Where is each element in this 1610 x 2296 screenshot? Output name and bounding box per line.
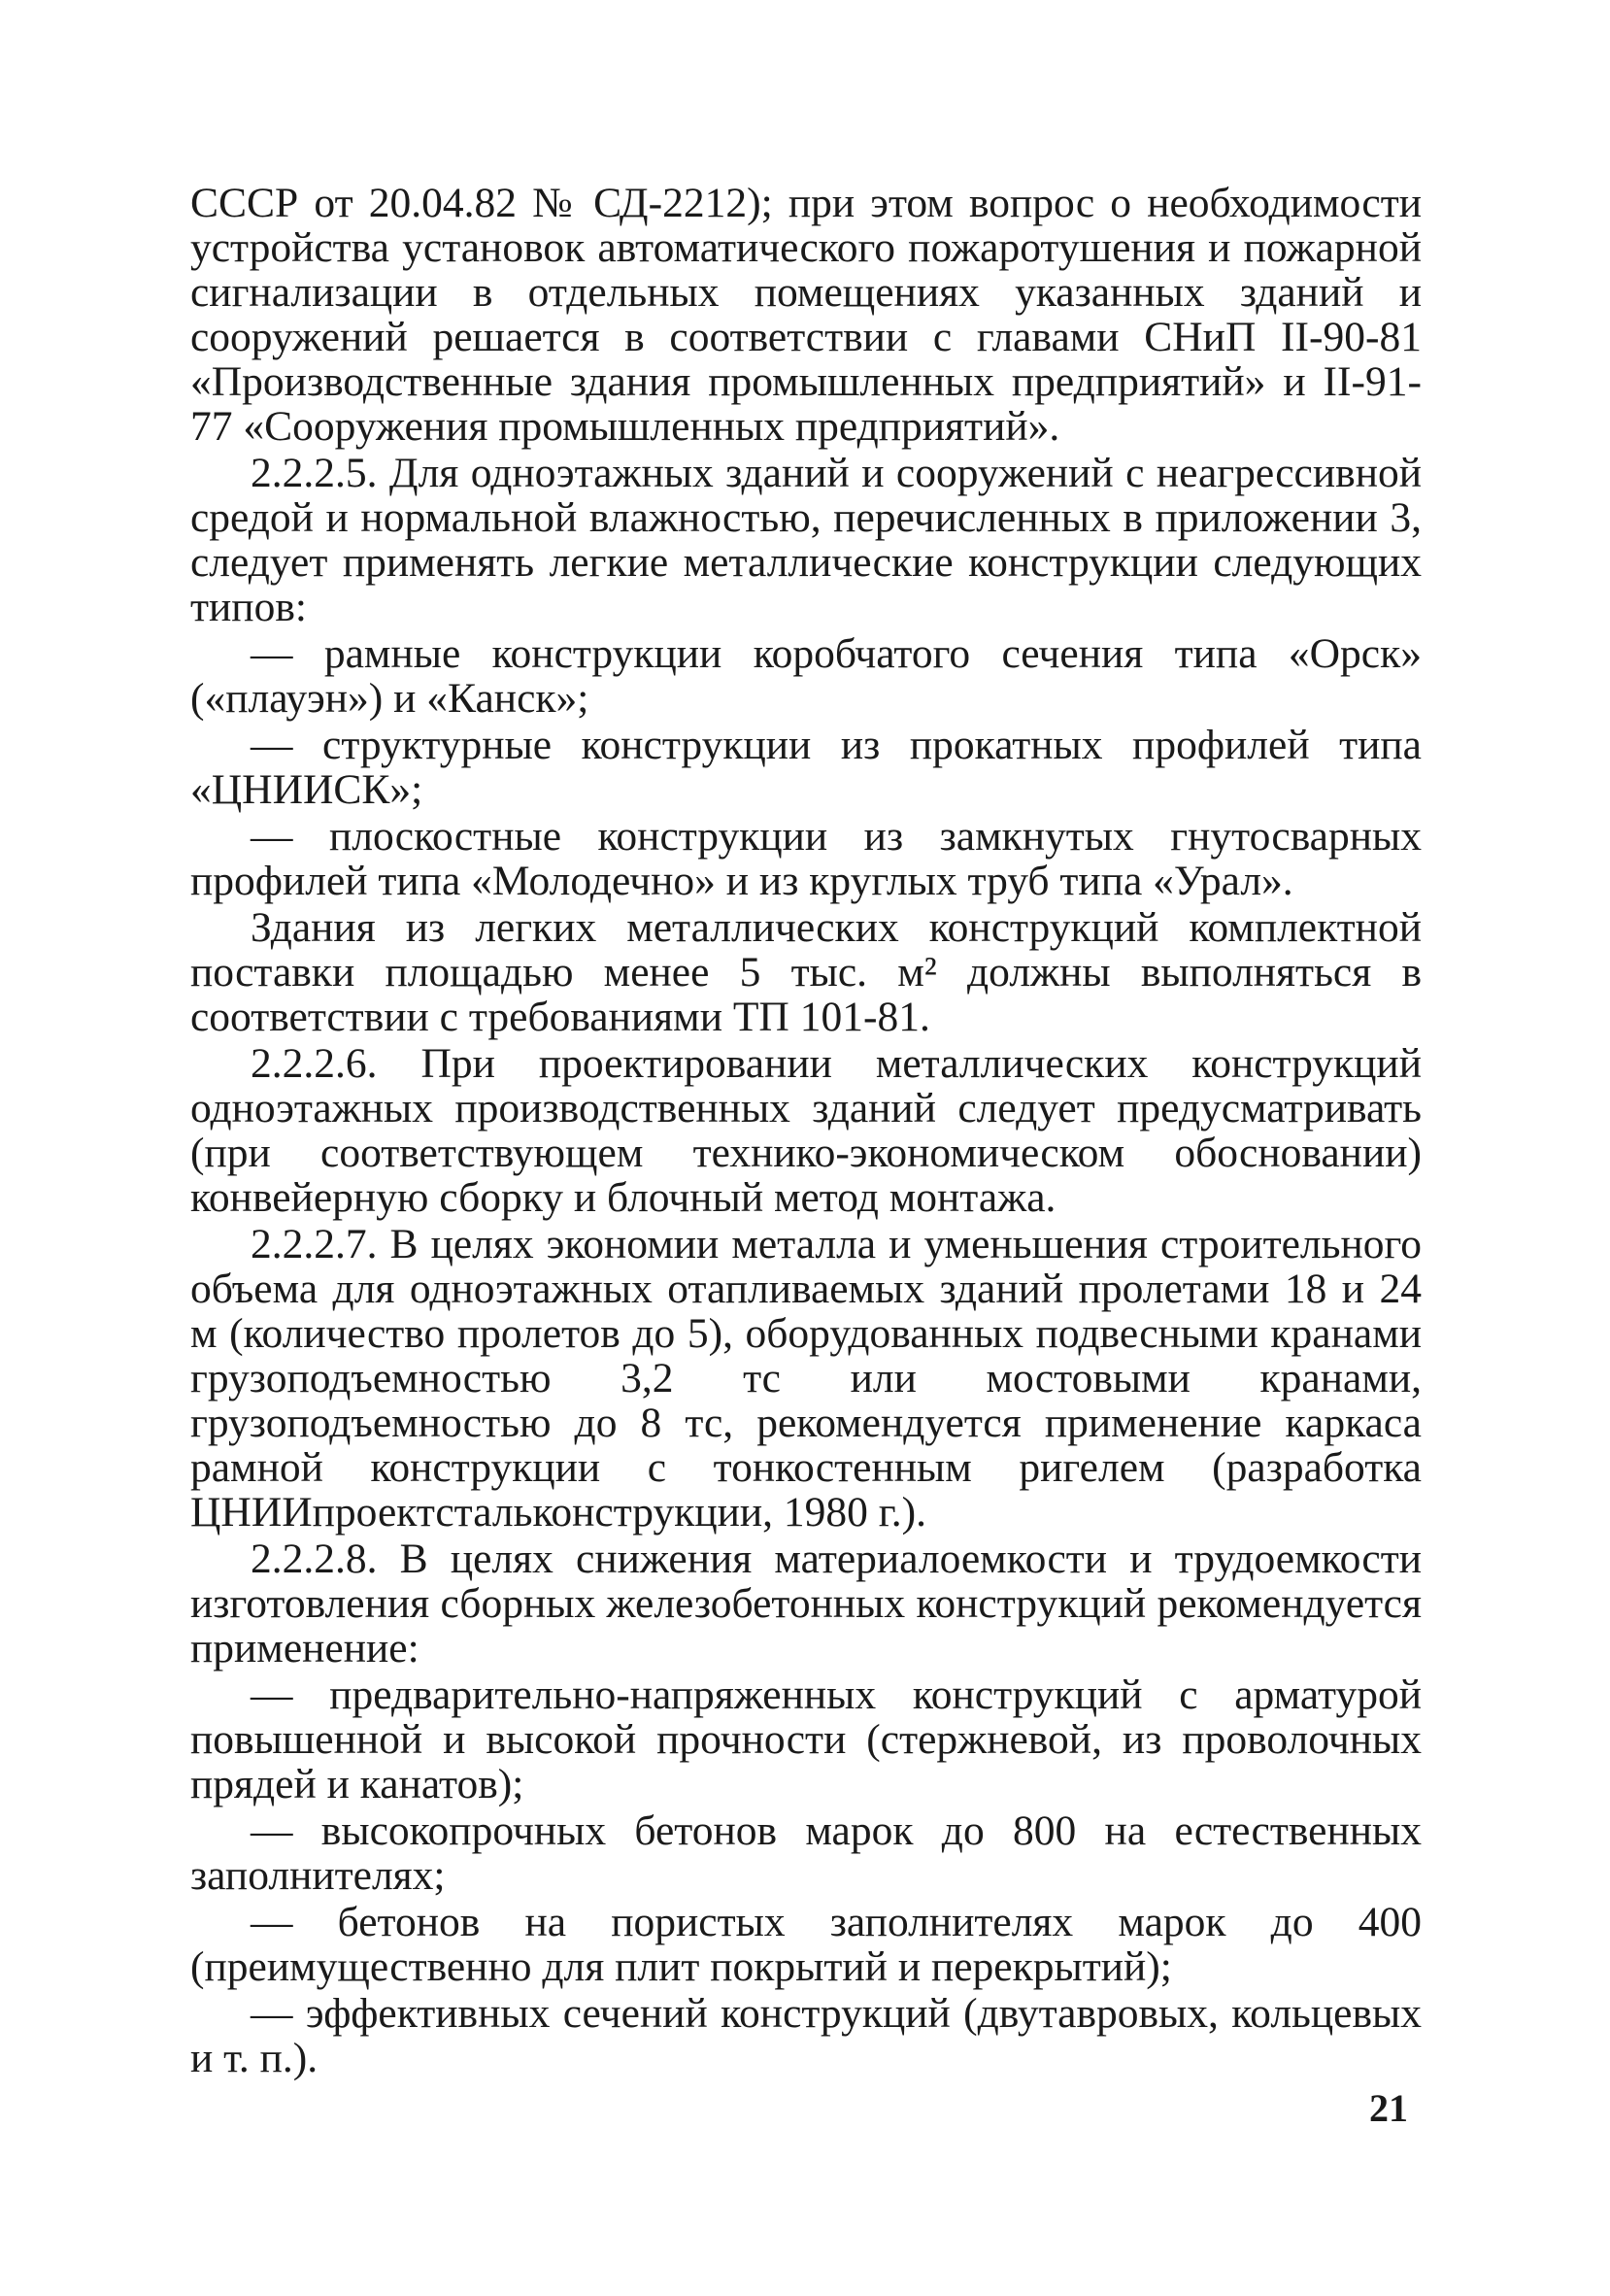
list-item-planar-structures: — плоскостные конструкции из замкнутых гнутосварных профилей типа «Молодечно» и из круглых труб типа «Урал». [190,813,1422,904]
paragraph-light-metal-buildings: Здания из легких металлических конструкций комплектной поставки площадью менее 5 тыс. м² должны выполняться в соответствии с требованиями ТП 101-81. [190,904,1422,1040]
paragraph-2-2-2-6: 2.2.2.6. При проектировании металлических конструкций одноэтажных производственных зданий следует предусматривать (при соответствующем технико-экономическом обосновании) конвейерную сборку и блочный метод монтажа. [190,1040,1422,1221]
list-item-structural-structures: — структурные конструкции из прокатных профилей типа «ЦНИИСК»; [190,722,1422,813]
page-number: 21 [1369,2086,1408,2130]
list-item-effective-sections: — эффективных сечений конструкций (двутавровых, кольцевых и т. п.). [190,1990,1422,2081]
paragraph-2-2-2-5: 2.2.2.5. Для одноэтажных зданий и сооружений с неагрессивной средой и нормальной влажностью, перечисленных в приложении 3, следует применять легкие металлические конструкции следующих типов: [190,450,1422,630]
paragraph-continuation: СССР от 20.04.82 № СД-2212); при этом вопрос о необходимости устройства установок автоматического пожаротушения и пожарной сигнализации в отдельных помещениях указанных зданий и сооружений решается в соответствии с главами СНиП II-90-81 «Производственные здания промышленных предприятий» и II-91-77 «Сооружения промышленных предприятий». [190,180,1422,450]
paragraph-2-2-2-8: 2.2.2.8. В целях снижения материалоемкости и трудоемкости изготовления сборных железобетонных конструкций рекомендуется применение: [190,1536,1422,1671]
list-item-porous-aggregate-concrete: — бетонов на пористых заполнителях марок до 400 (преимущественно для плит покрытий и перекрытий); [190,1899,1422,1990]
list-item-prestressed: — предварительно-напряженных конструкций с арматурой повышенной и высокой прочности (стержневой, из проволочных прядей и канатов); [190,1671,1422,1807]
paragraph-2-2-2-7: 2.2.2.7. В целях экономии металла и уменьшения строительного объема для одноэтажных отапливаемых зданий пролетами 18 и 24 м (количество пролетов до 5), оборудованных подвесными кранами грузоподъемностью 3,2 тс или мостовыми кранами, грузоподъемностью до 8 тс, рекомендуется применение каркаса рамной конструкции с тонкостенным ригелем (разработка ЦНИИпроектстальконструкции, 1980 г.). [190,1221,1422,1536]
list-item-high-strength-concrete: — высокопрочных бетонов марок до 800 на естественных заполнителях; [190,1807,1422,1899]
list-item-frame-structures: — рамные конструкции коробчатого сечения типа «Орск» («плауэн») и «Канск»; [190,630,1422,722]
body-text [190,181,1422,2080]
